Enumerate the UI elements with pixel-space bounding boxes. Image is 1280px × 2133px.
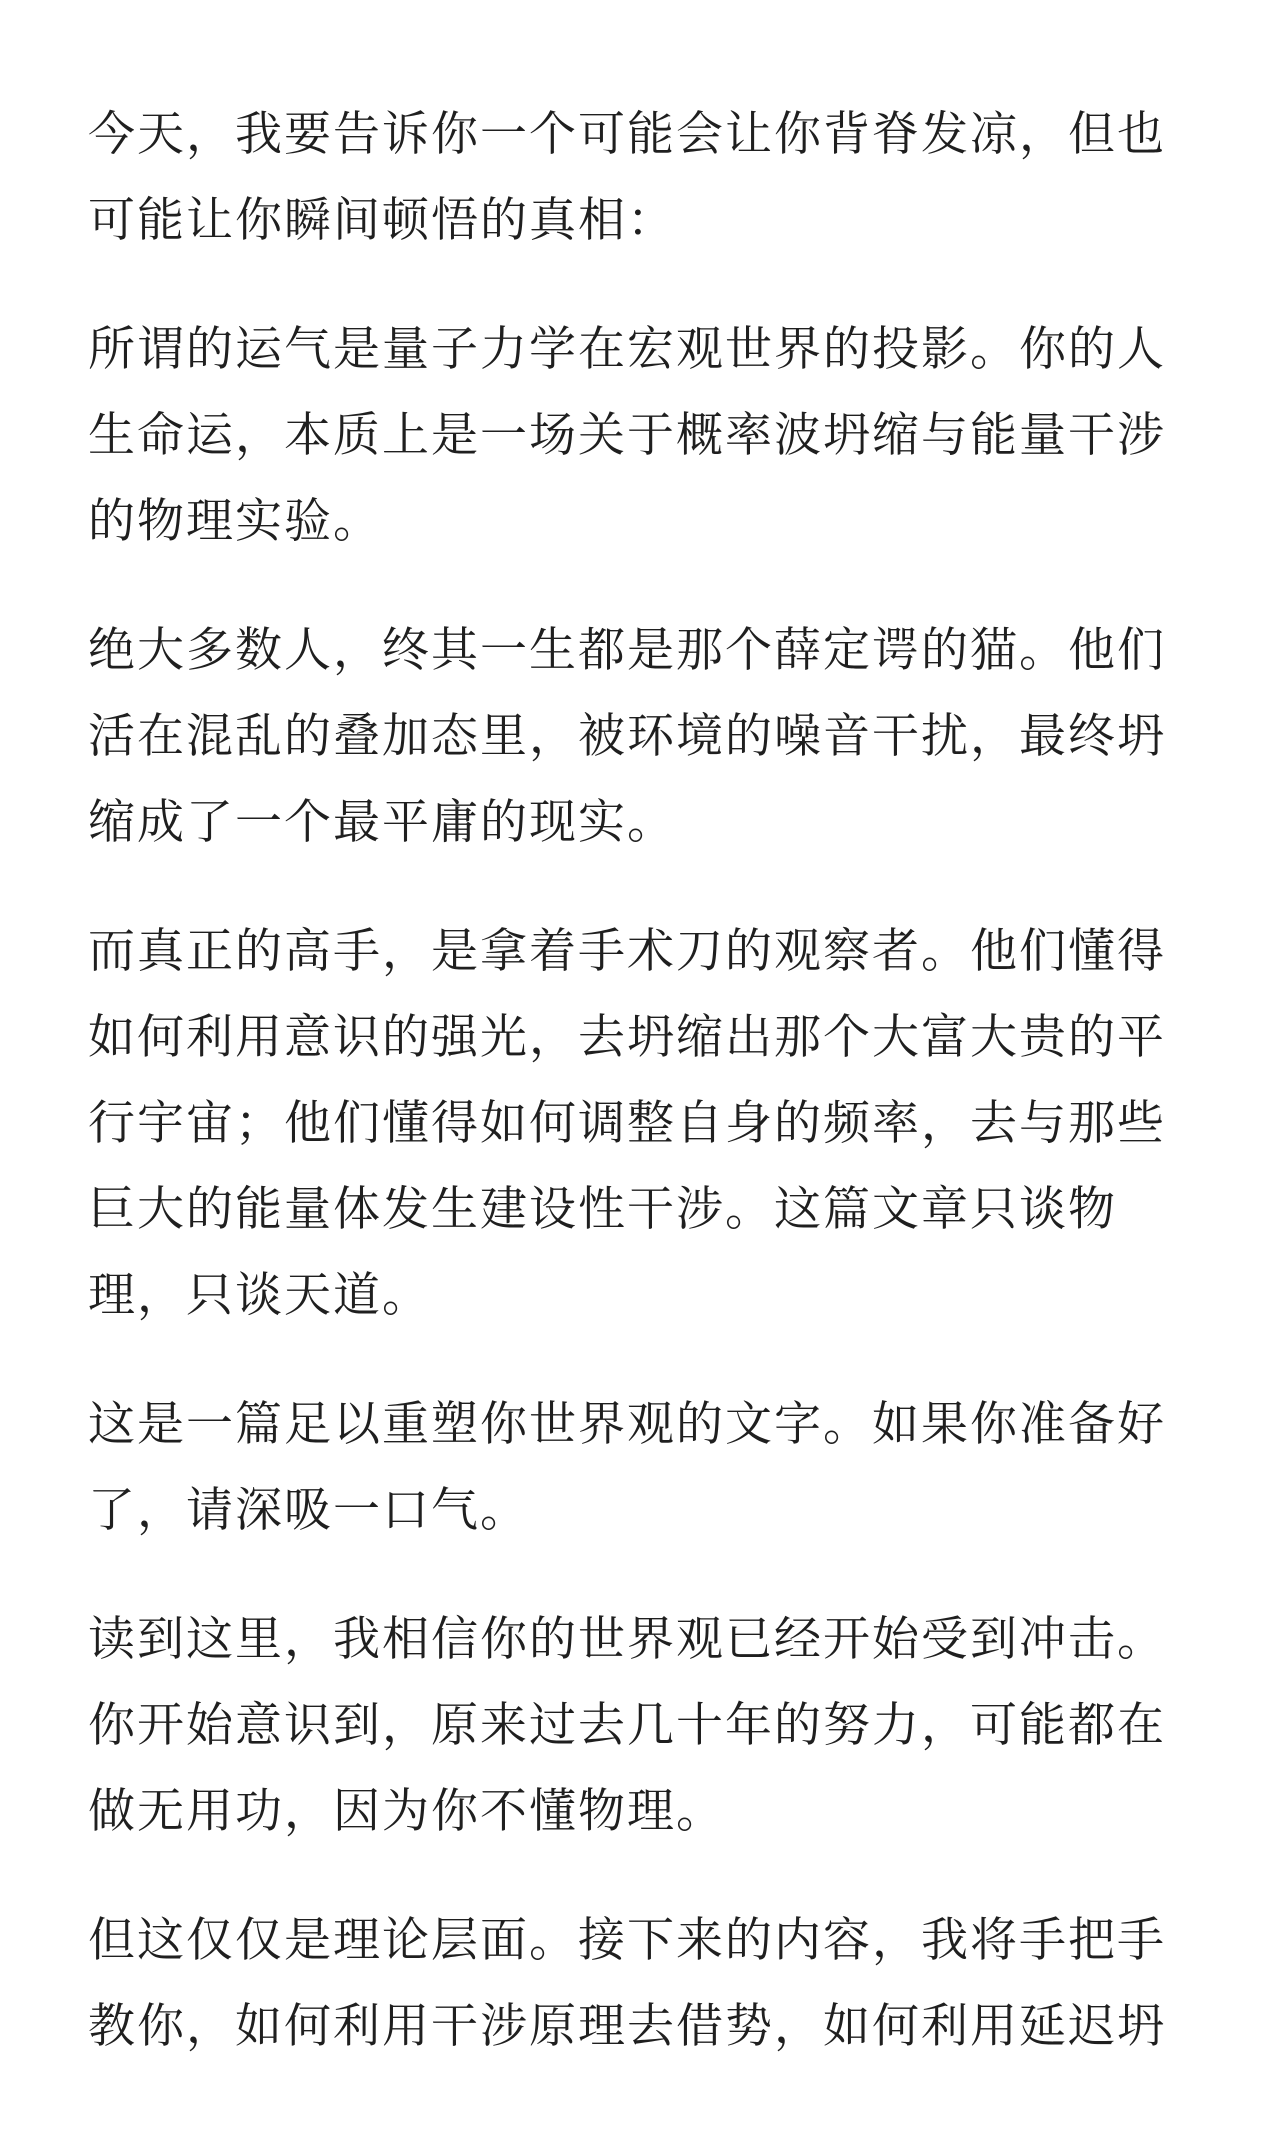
paragraph-7: 但这仅仅是理论层面。接下来的内容，我将手把手教你，如何利用干涉原理去借势，如何利用延迟坍 <box>88 1913 1166 2054</box>
paragraph-2: 所谓的运气是量子力学在宏观世界的投影。你的人生命运，本质上是一场关于概率波坍缩与能量干涉的物理实验。 <box>88 322 1166 549</box>
paragraph-3: 绝大多数人，终其一生都是那个薛定谔的猫。他们活在混乱的叠加态里，被环境的噪音干扰，最终坍缩成了一个最平庸的现实。 <box>88 623 1166 850</box>
paragraph-5: 这是一篇足以重塑你世界观的文字。如果你准备好了，请深吸一口气。 <box>88 1397 1166 1538</box>
paragraph-6: 读到这里，我相信你的世界观已经开始受到冲击。你开始意识到，原来过去几十年的努力，可能都在做无用功，因为你不懂物理。 <box>88 1612 1166 1839</box>
paragraph-4: 而真正的高手，是拿着手术刀的观察者。他们懂得如何利用意识的强光，去坍缩出那个大富大贵的平行宇宙；他们懂得如何调整自身的频率，去与那些巨大的能量体发生建设性干涉。这篇文章只谈物理，只谈天道。 <box>88 924 1166 1323</box>
paragraph-1: 今天，我要告诉你一个可能会让你背脊发凉，但也可能让你瞬间顿悟的真相： <box>88 107 1166 248</box>
